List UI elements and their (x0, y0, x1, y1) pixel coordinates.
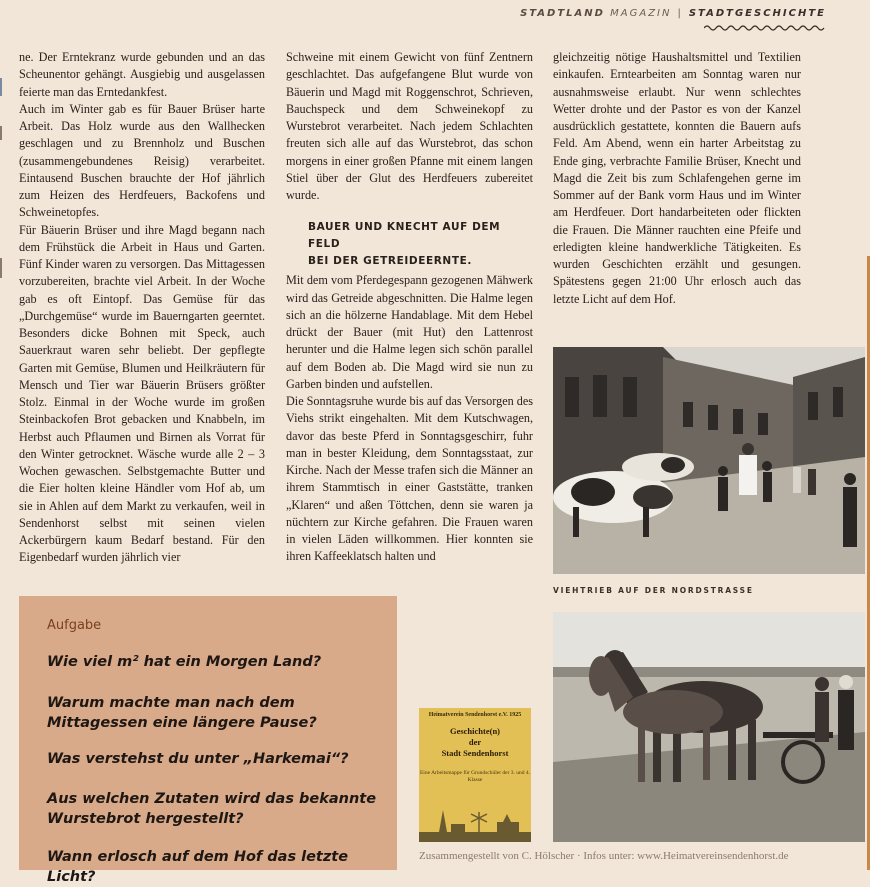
cattle-drive-photo (553, 347, 865, 574)
skyline-illustration (419, 802, 531, 842)
article-column-2 (286, 49, 533, 566)
magazine-brand: STADTLAND MAGAZIN (520, 8, 672, 19)
paragraph: Schweine mit einem Gewicht von fünf Zentnern geschlachtet. Das aufgefangene Blut wurde von Bäuerin und Magd mit Roggenschrot, Schrieven, Bauchspeck und dem Schweinekopf zu Wurstebrot verarbeitet. Nach jedem Schlachten freuten sich alle auf das Wurstebrot, das schon morgens in einer großen Pfanne mit einem langen Stiel über der Glut des Herdfeuers zubereitet wurde. (286, 50, 533, 202)
paragraph: Die Sonntagsruhe wurde bis auf das Versorgen des Viehs strikt eingehalten. Mit dem Kutschwagen, davor das beste Pferd in Sonntagsgeschirr, fuhr man in bester Kleidung, dem Sonntagsstaat, zur Kirche. Nach der Messe trafen sich die Männer an ihrem Stammtisch in einer Gaststätte, tranken „Klaren“ und aßen Töttchen, denn sie waren ja nüchtern zur Kirche gefahren. Die Frauen waren in vielen Läden willkommen. Hier konnten sie ihren Kaffeeklatsch halten und (286, 394, 533, 564)
question-item: Was verstehst du unter „Harkemai“? (47, 751, 349, 767)
paragraph: ne. Der Erntekranz wurde gebunden und an das Scheunentor gehängt. Ausgiebig und ausgelassen feierte man das Erntedankfest. (19, 50, 265, 99)
harvest-horses-photo (553, 612, 865, 842)
book-subtitle: Eine Arbeitsmappe für Grundschüler der 3. und 4. Klasse (419, 770, 531, 783)
paragraph: Mit dem vom Pferdegespann gezogenen Mähwerk wird das Getreide abgeschnitten. Die Halme legen sich an die hölzerne Handablage. Mit dem Hebel drückt der Bauer (mit Hut) den Lattenrost herunter und die Halme legen sich schön parallel auf dem Boden ab. Die Magd wird sie nun zu Garben binden und aufstellen. (286, 273, 533, 391)
question-item: Wie viel m² hat ein Morgen Land? (47, 654, 322, 670)
question-item: Wann erlosch auf dem Hof das letzte Licht? (47, 849, 349, 885)
book-title: Geschichte(n) der Stadt Sendenhorst (441, 726, 509, 758)
task-title: Aufgabe (47, 618, 102, 633)
left-edge-marks (0, 78, 4, 278)
photo-caption: VIEHTRIEB AUF DER NORDSTRASSE (553, 586, 754, 595)
section-subheading: BAUER UND KNECHT AUF DEM FELD BEI DER GETREIDEERNTE. (308, 221, 501, 268)
wavy-underline-decoration (704, 24, 826, 32)
paragraph: Auch im Winter gab es für Bauer Brüser harte Arbeit. Das Holz wurde aus den Wallhecken geschlagen und zu Brennholz und Buschen (zusammengebundenes Reisig) verarbeitet. Eintausend Buschen brauchte der Hof jährlich zum Heizen des Herdfeuers, Backofens und Schweinetopfes. (19, 101, 265, 220)
question-item: Warum machte man nach dem Mittagessen eine längere Pause? (47, 695, 317, 731)
book-cover (419, 708, 531, 842)
header-separator: | (677, 8, 683, 19)
book-publisher: Heimatverein Sendenhorst e.V. 1925 (428, 712, 522, 718)
question-item: Aus welchen Zutaten wird das bekannte Wurstebrot hergestellt? (47, 791, 377, 827)
paragraph: gleichzeitig nötige Haushaltsmittel und Textilien einkaufen. Erntearbeiten am Sonntag waren nur ausnahmsweise erlaubt. Nur wenn schlechtes Wetter drohte und der Pastor es von der Kanzel ausdrücklich gestattete, konnten die Bauern aufs Feld. Am Abend, wenn ein harter Arbeitstag zu Ende ging, verbrachte Familie Brüser, Knecht und Magd die Zeit bis zum Schlafengehen gerne im Sommer auf der Bank vorm Haus und im Winter am Herdfeuer. Dort handarbeiteten oder flickten die Frauen. Die Männer rauchten eine Pfeife und erledigten kleine handwerkliche Tätigkeiten. Es wurden Geschichten erzählt und gesungen. Spätestens gegen 21:00 Uhr erlosch auch das letzte Licht auf dem Hof. (553, 50, 801, 306)
paragraph: Für Bäuerin Brüser und ihre Magd begann nach dem Frühstück die Arbeit in Haus und Garten. Fünf Kinder waren zu versorgen. Das Mittagessen vorzubereiten, brachte viel Arbeit. In der Woche gab es oft Eintopf. Das Gemüse für das „Durchgemüse“ wurde im Bauerngarten geerntet. Besonders dicke Bohnen mit Speck, auch Sauerkraut waren sehr beliebt. Der gepflegte Garten mit Gemüse, Blumen und Heilkräutern für Mensch und Tier war Bäuerin Brüsers größter Stolz. Einmal in der Woche wurde im großen Steinbackofen Brot gebacken und Knabbeln, im Herbst auch Pflaumen und Birnen als Vorrat für den Winter getrocknet. Wäsche wurde alle 2 – 3 Wochen gewaschen. Selbstgemachte Butter und die Eier holten kleine Händler vom Hof ab, um sie in Ahlen auf dem Markt zu verkaufen, weil in Sendenhorst selbst mit seinen vielen Ackerbürgern kaum Bedarf bestand. Für den Eigenbedarf wurden jährlich vier (19, 222, 265, 565)
section-title: STADTGESCHICHTE (688, 8, 826, 19)
task-box (19, 596, 397, 885)
article-column-1 (19, 49, 265, 567)
footer-credit: Zusammengestellt von C. Hölscher · Infos unter: www.Heimatvereinsendenhorst.de (419, 850, 789, 862)
article-column-3 (553, 49, 801, 308)
